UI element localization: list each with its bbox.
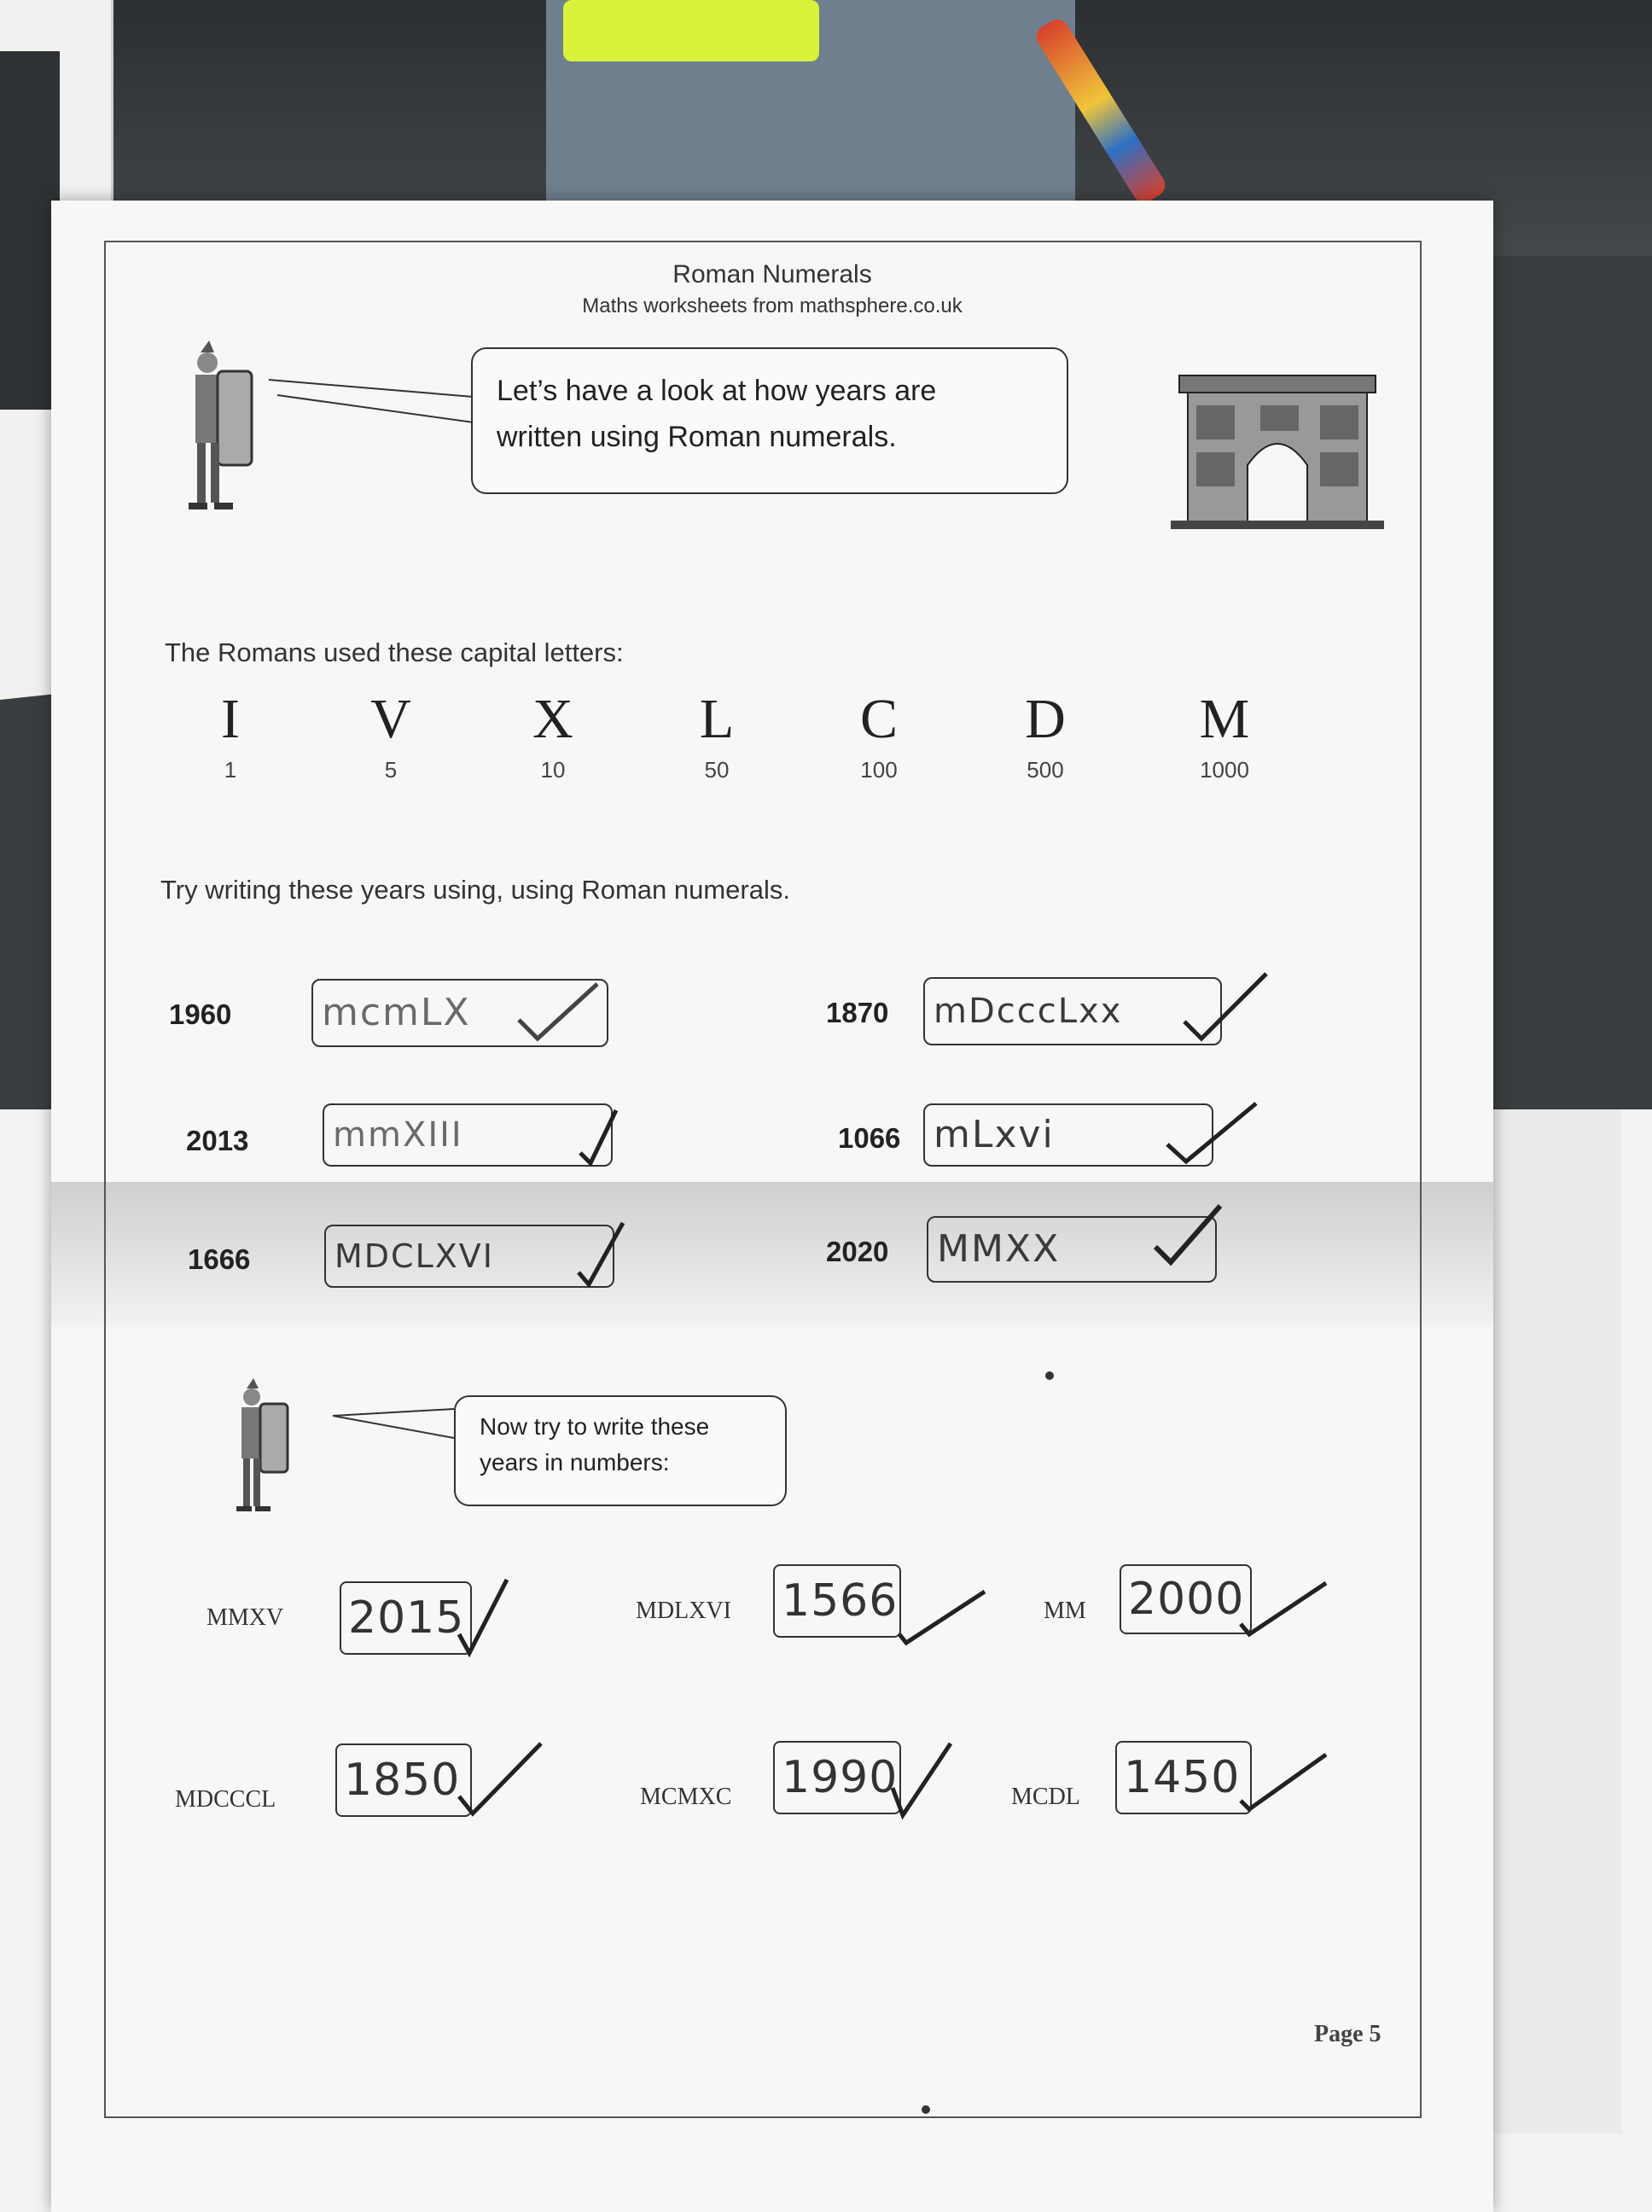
bubble-line-1: Let’s have a look at how years are [497,375,937,407]
letter-X [502,687,604,783]
letter-value: 50 [704,757,730,783]
number-answer-box[interactable]: 1450 [1115,1741,1252,1814]
worksheet [51,201,1493,2212]
roman-soldier-icon [175,337,269,533]
letter-glyph: C [859,688,899,750]
letter-value: 500 [1027,757,1064,783]
number-answer-box[interactable]: 1850 [335,1743,472,1817]
letter-value: 10 [540,757,566,783]
roman-label: MCDL [1011,1784,1080,1810]
roman-label: MMXV [206,1604,284,1631]
letter-glyph: M [1199,688,1250,750]
letter-glyph: X [532,688,573,750]
check-mark-icon [512,977,606,1045]
year-label: 1960 [169,998,232,1030]
letter-value: 1 [224,757,237,783]
year-label: 2013 [186,1125,249,1156]
worksheet-title: Roman Numerals [672,260,872,288]
bubble-line-2: years in numbers: [480,1449,670,1476]
roman-soldier-icon [226,1378,303,1523]
letter-glyph: I [221,688,240,750]
check-mark-icon [1160,1097,1263,1170]
worksheet-subtitle: Maths worksheets from mathsphere.co.uk [582,294,963,317]
number-answer-box[interactable]: 2000 [1120,1564,1252,1634]
check-mark-icon [1237,1575,1331,1643]
intro-text: The Romans used these capital letters: [165,637,624,667]
fold-dot [922,2105,930,2114]
roman-letter-key [154,687,1348,781]
check-mark-icon [1149,1199,1225,1276]
bubble-line-1: Now try to write these [480,1413,710,1440]
letter-value: 5 [384,757,398,783]
letter-glyph: V [370,688,411,750]
letter-glyph: D [1025,688,1066,750]
roman-label: MDCCCL [175,1786,276,1813]
letter-I [179,687,282,783]
letter-C [828,687,930,783]
number-answer-box[interactable]: 2015 [340,1581,472,1655]
year-label: 1066 [838,1122,901,1154]
check-mark-icon [1237,1749,1331,1818]
number-answer-box[interactable]: 1566 [773,1564,901,1638]
answer-box[interactable]: mLxvi [923,1103,1213,1167]
stray-dot [1045,1371,1054,1380]
letter-V [340,687,442,783]
year-label: 1870 [826,997,889,1028]
number-answer-box[interactable]: 1990 [773,1741,901,1814]
check-mark-icon [887,1737,956,1822]
answer-box[interactable]: mcmLX [311,979,608,1047]
answer-box[interactable]: mmXIII [323,1103,613,1167]
answer-box[interactable]: mDcccLxx [923,977,1222,1045]
letter-value: 100 [860,757,898,783]
bubble-line-2: written using Roman numerals. [497,421,897,453]
letter-value: 1000 [1200,757,1249,783]
roman-label: MDLXVI [636,1598,731,1624]
check-mark-icon [896,1583,990,1651]
highlighter [563,0,819,61]
roman-label: MM [1044,1598,1086,1624]
roman-label: MCMXC [640,1784,732,1810]
speech-bubble-top [471,347,1068,494]
letter-L [666,687,768,783]
check-mark-icon [1178,969,1271,1045]
page-number: Page 5 [1314,2021,1382,2047]
speech-pointer [269,371,478,457]
check-mark-icon [572,1103,623,1168]
check-mark-icon [452,1575,512,1660]
speech-pointer [333,1404,457,1455]
check-mark-icon [452,1737,546,1822]
letter-M [1173,687,1276,783]
letter-glyph: L [699,688,735,750]
answer-box[interactable]: MMXX [927,1216,1217,1283]
task-instruction: Try writing these years using, using Roman numerals. [160,875,790,905]
triumphal-arch-icon [1171,371,1384,529]
check-mark-icon [570,1216,630,1289]
letter-D [994,687,1096,783]
speech-bubble-bottom [454,1395,787,1506]
year-label: 2020 [826,1236,889,1267]
answer-box[interactable]: MDCLXVI [324,1225,614,1288]
year-label: 1666 [188,1243,251,1275]
